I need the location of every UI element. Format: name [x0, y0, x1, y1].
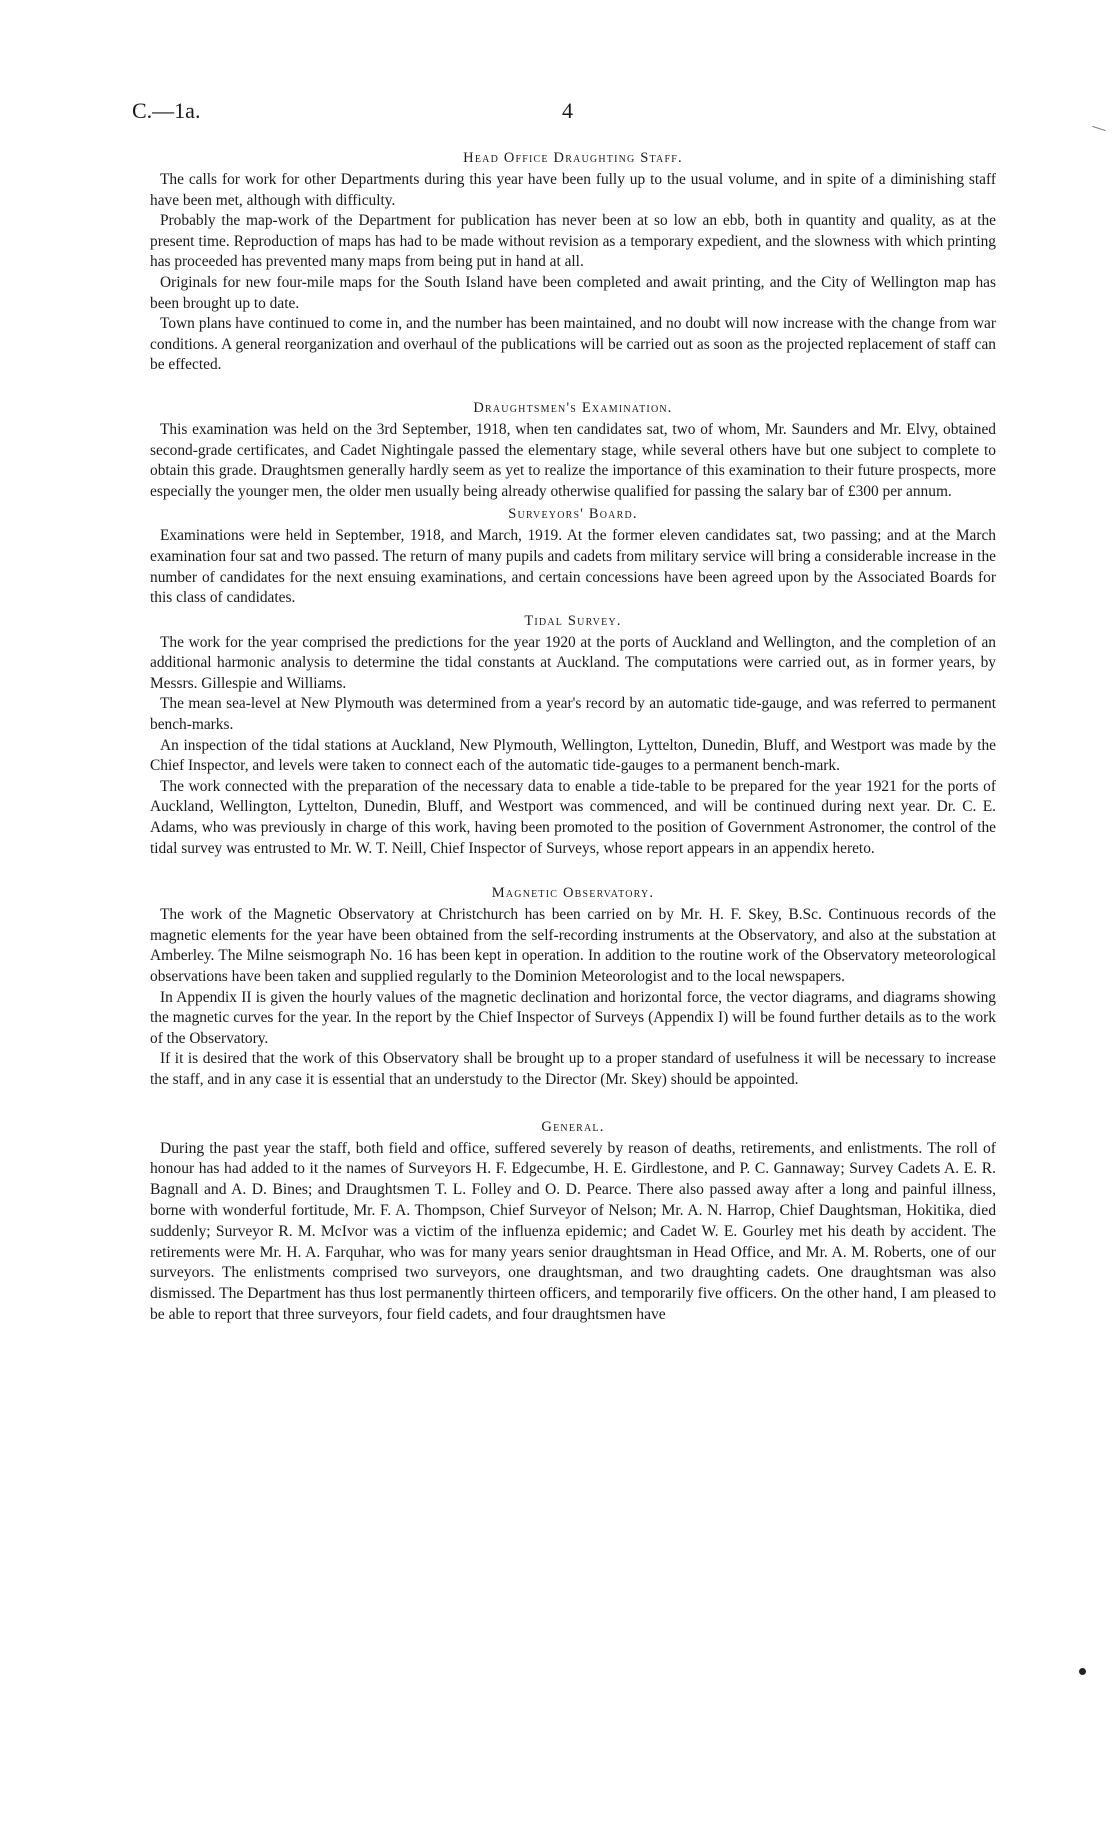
document-reference: C.—1a. [132, 98, 201, 123]
paragraph: Examinations were held in September, 1918, and March, 1919. At the former eleven candidates sat, two passing; and at the March examination four sat and two passed. The return of many pupils and cadets from military service will bring a considerable increase in the number of candidates for the next ensuing examinations, and certain concessions have been agreed upon by the Associated Boards for this class of candidates. [150, 527, 996, 607]
heading-head-office-draughting-staff: Head Office Draughting Staff. [463, 150, 683, 166]
paragraph: The work of the Magnetic Observatory at Christchurch has been carried on by Mr. H. F. Skey, B.Sc. Continuous records of the magnetic elements for the year have been obtained from the self-recording instruments at the Observatory, and also at the substation at Amberley. The Milne seismograph No. 16 has been kept in operation. In addition to the routine work of the Observatory meteorological observations have been taken and supplied regularly to the Dominion Meteorologist and to the local newspapers. [150, 906, 996, 985]
paragraph: The calls for work for other Departments during this year have been fully up to the usual volume, and in spite of a diminishing staff have been met, although with difficulty. [150, 171, 996, 209]
heading-draughtsmens-examination: Draughtsmen's Examination. [473, 399, 673, 416]
heading-magnetic-observatory: Magnetic Observatory. [491, 885, 655, 902]
paragraph: Town plans have continued to come in, and the number has been maintained, and no doubt will now increase with the change from war conditions. A general reorganization and overhaul of the publications will be carried out as soon as the projected replacement of staff can be effected. [150, 315, 996, 374]
paragraph: Originals for new four-mile maps for the South Island have been completed and await printing, and the City of Wellington map has been brought up to date. [150, 273, 996, 312]
paragraph: This examination was held on the 3rd September, 1918, when ten candidates sat, two of whom, Mr. Saunders and Mr. Elvy, obtained second-grade certificates, and Cadet Nightingale passed the elementary stage, while several others have but one subject to complete to obtain this grade. Draughtsmen generally hardly seem as yet to realize the importance of this examination to their future prospects, more especially the younger men, the older men usually being already otherwise qualified for passing the salary bar of £300 per annum. [150, 420, 996, 500]
general-section [150, 1117, 996, 1326]
heading-surveyors-board: Surveyors' Board. [508, 506, 638, 523]
paragraph: If it is desired that the work of this Observatory shall be brought up to a proper standard of usefulness it will be necessary to increase the staff, and in any case it is essential that an understudy to the Director (Mr. Skey) should be appointed. [150, 1050, 996, 1088]
page-header [132, 98, 992, 128]
paragraph: An inspection of the tidal stations at Auckland, New Plymouth, Wellington, Lyttelton, Dunedin, Bluff, and Westport was made by the Chief Inspector, and levels were taken to connect each of the automatic tide-gauges to a permanent bench-mark. [150, 736, 996, 775]
paragraph: The work for the year comprised the predictions for the year 1920 at the ports of Auckland and Wellington, and the completion of an additional harmonic analysis to determine the tidal constants at Auckland. The computations were carried out, as in former years, by Messrs. Gillespie and Williams. [150, 633, 996, 692]
paragraph: The mean sea-level at New Plymouth was determined from a year's record by an automatic tide-gauge, and was referred to permanent bench-marks. [150, 695, 996, 734]
paragraph: Probably the map-work of the Department for publication has never been at so low an ebb, both in quantity and quality, as at the present time. Reproduction of maps has had to be made without revision as a temporary expedient, and the slowness with which printing has proceeded has prevented many maps from being put in hand at all. [150, 212, 996, 271]
margin-dot [1079, 1668, 1086, 1675]
heading-general: General. [541, 1118, 605, 1135]
report-body [150, 148, 996, 1326]
page-number: 4 [562, 98, 573, 123]
paragraph: The work connected with the preparation of the necessary data to enable a tide-table to be prepared for the year 1921 for the ports of Auckland, Wellington, Lyttelton, Dunedin, Bluff, and Westport was commenced, and will be continued during next year. Dr. C. E. Adams, who was previously in charge of this work, having been promoted to the position of Government Astronomer, the control of the tidal survey was entrusted to Mr. W. T. Neill, Chief Inspector of Surveys, whose report appears in an appendix hereto. [150, 777, 996, 857]
heading-tidal-survey: Tidal Survey. [524, 612, 622, 629]
paragraph: During the past year the staff, both field and office, suffered severely by reason of deaths, retirements, and enlistments. The roll of honour has had added to it the names of Surveyors H. F. Edgecumbe, H. E. Girdlestone, and P. C. Gannaway; Survey Cadets A. E. R. Bagnall and A. D. Bines; and Draughtsmen T. L. Folley and O. D. Pearce. There also passed away after a long and painful illness, borne with wonderful fortitude, Mr. F. A. Thompson, Chief Surveyor of Nelson; Mr. A. N. Harrop, Chief Daughtsman, Hokitika, died suddenly; Surveyor R. M. McIvor was a victim of the influenza epidemic; and Cadet W. E. Gourley met his death by accident. The retirements were Mr. H. A. Farquhar, who was for many years senior draughtsman in Head Office, and Mr. A. M. Roberts, one of our surveyors. The enlistments comprised two surveyors, one draughtsman, and two draughting cadets. One draughtsman was also dismissed. The Department has thus lost permanently thirteen officers, and temporarily five officers. On the other hand, I am pleased to be able to report that three surveyors, four field cadets, and four draughtsmen have [150, 1139, 996, 1323]
margin-mark [1092, 126, 1106, 131]
paragraph: In Appendix II is given the hourly values of the magnetic declination and horizontal force, the vector diagrams, and diagrams showing the magnetic curves for the year. In the report by the Chief Inspector of Surveys (Appendix I) will be found further details as to the work of the Observatory. [150, 988, 996, 1047]
